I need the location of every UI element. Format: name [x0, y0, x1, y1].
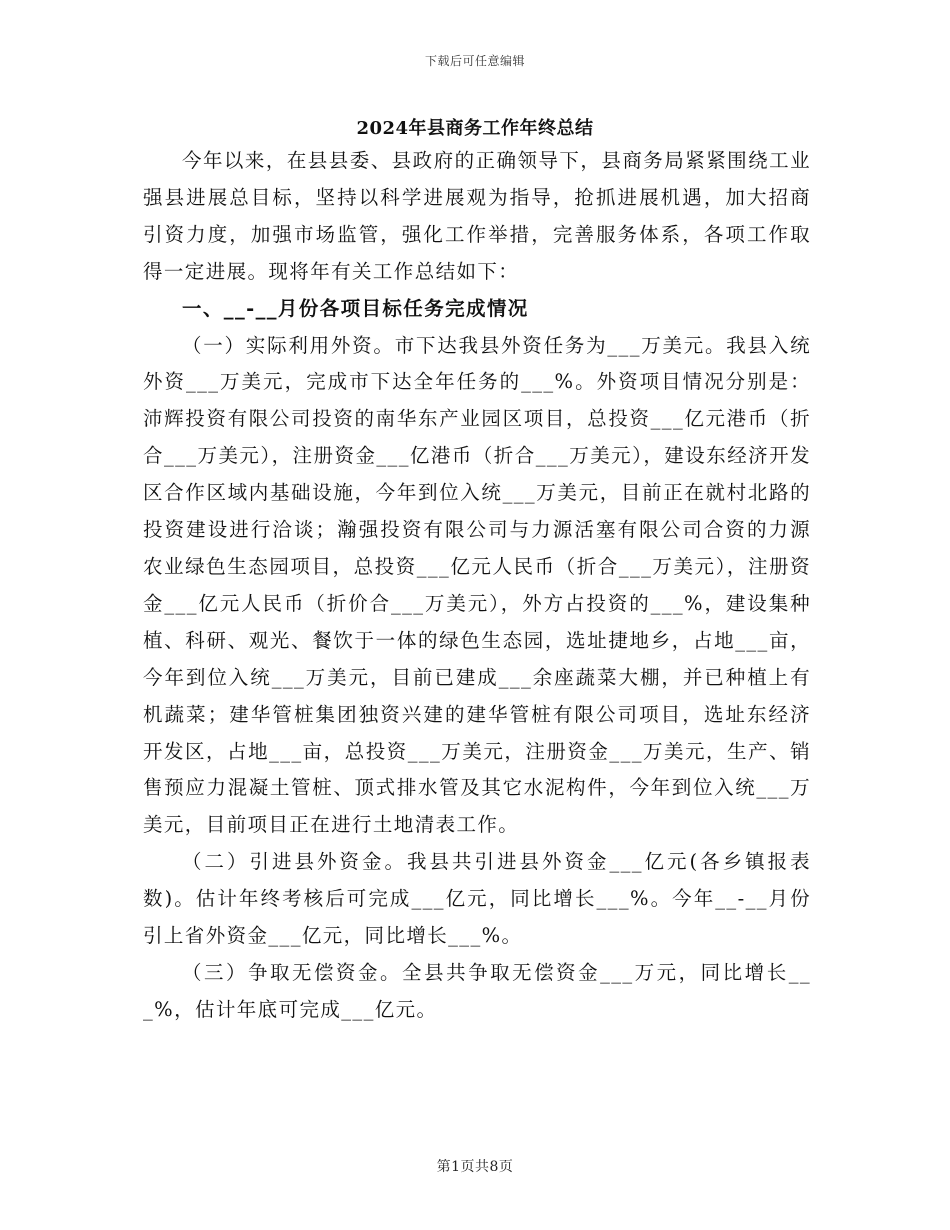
- page-header-note: 下载后可任意编辑: [424, 54, 525, 68]
- paragraph-foreign-investment: （一）实际利用外资。市下达我县外资任务为___万美元。我县入统外资___万美元，完成市下达全年任务的___%。外资项目情况分别是：沛辉投资有限公司投资的南华东产业园区项目，总投资___亿元港币（折合___万美元），注册资金___亿港币（折合___万美元），建设东经济开发区合作区域内基础设施，今年到位入统___万美元，目前正在就村北路的投资建设进行洽谈；瀚强投资有限公司与力源活塞有限公司合资的力源农业绿色生态园项目，总投资___亿元人民币（折合___万美元），注册资金___亿元人民币（折价合___万美元），外方占投资的___%，建设集种植、科研、观光、餐饮于一体的绿色生态园，选址捷地乡，占地___亩，今年到位入统___万美元，目前已建成___余座蔬菜大棚，并已种植上有机蔬菜；建华管桩集团独资兴建的建华管桩有限公司项目，选址东经济开发区，占地___亩，总投资___万美元，注册资金___万美元，生产、销售预应力混凝土管桩、顶式排水管及其它水泥构件，今年到位入统___万美元，目前项目正在进行土地清表工作。: [143, 333, 811, 837]
- document-title: 2024年县商务工作年终总结: [356, 118, 594, 139]
- page-footer-number: 第1页共8页: [436, 1159, 514, 1175]
- paragraph-external-funds: （二）引进县外资金。我县共引进县外资金___亿元(各乡镇报表数)。估计年终考核后可完成___亿元，同比增长___%。今年__-__月份引上省外资金___亿元，同比增长___%。: [143, 850, 811, 948]
- section-heading: 一、__-__月份各项目标任务完成情况: [182, 296, 529, 320]
- intro-paragraph: 今年以来，在县县委、县政府的正确领导下，县商务局紧紧围绕工业强县进展总目标，坚持以科学进展观为指导，抢抓进展机遇，加大招商引资力度，加强市场监管，强化工作举措，完善服务体系，各项工作取得一定进展。现将年有关工作总结如下：: [143, 149, 811, 283]
- document-body: [143, 143, 811, 1029]
- paragraph-grant-funds: （三）争取无偿资金。全县共争取无偿资金___万元，同比增长___%，估计年底可完成___亿元。: [143, 960, 811, 1021]
